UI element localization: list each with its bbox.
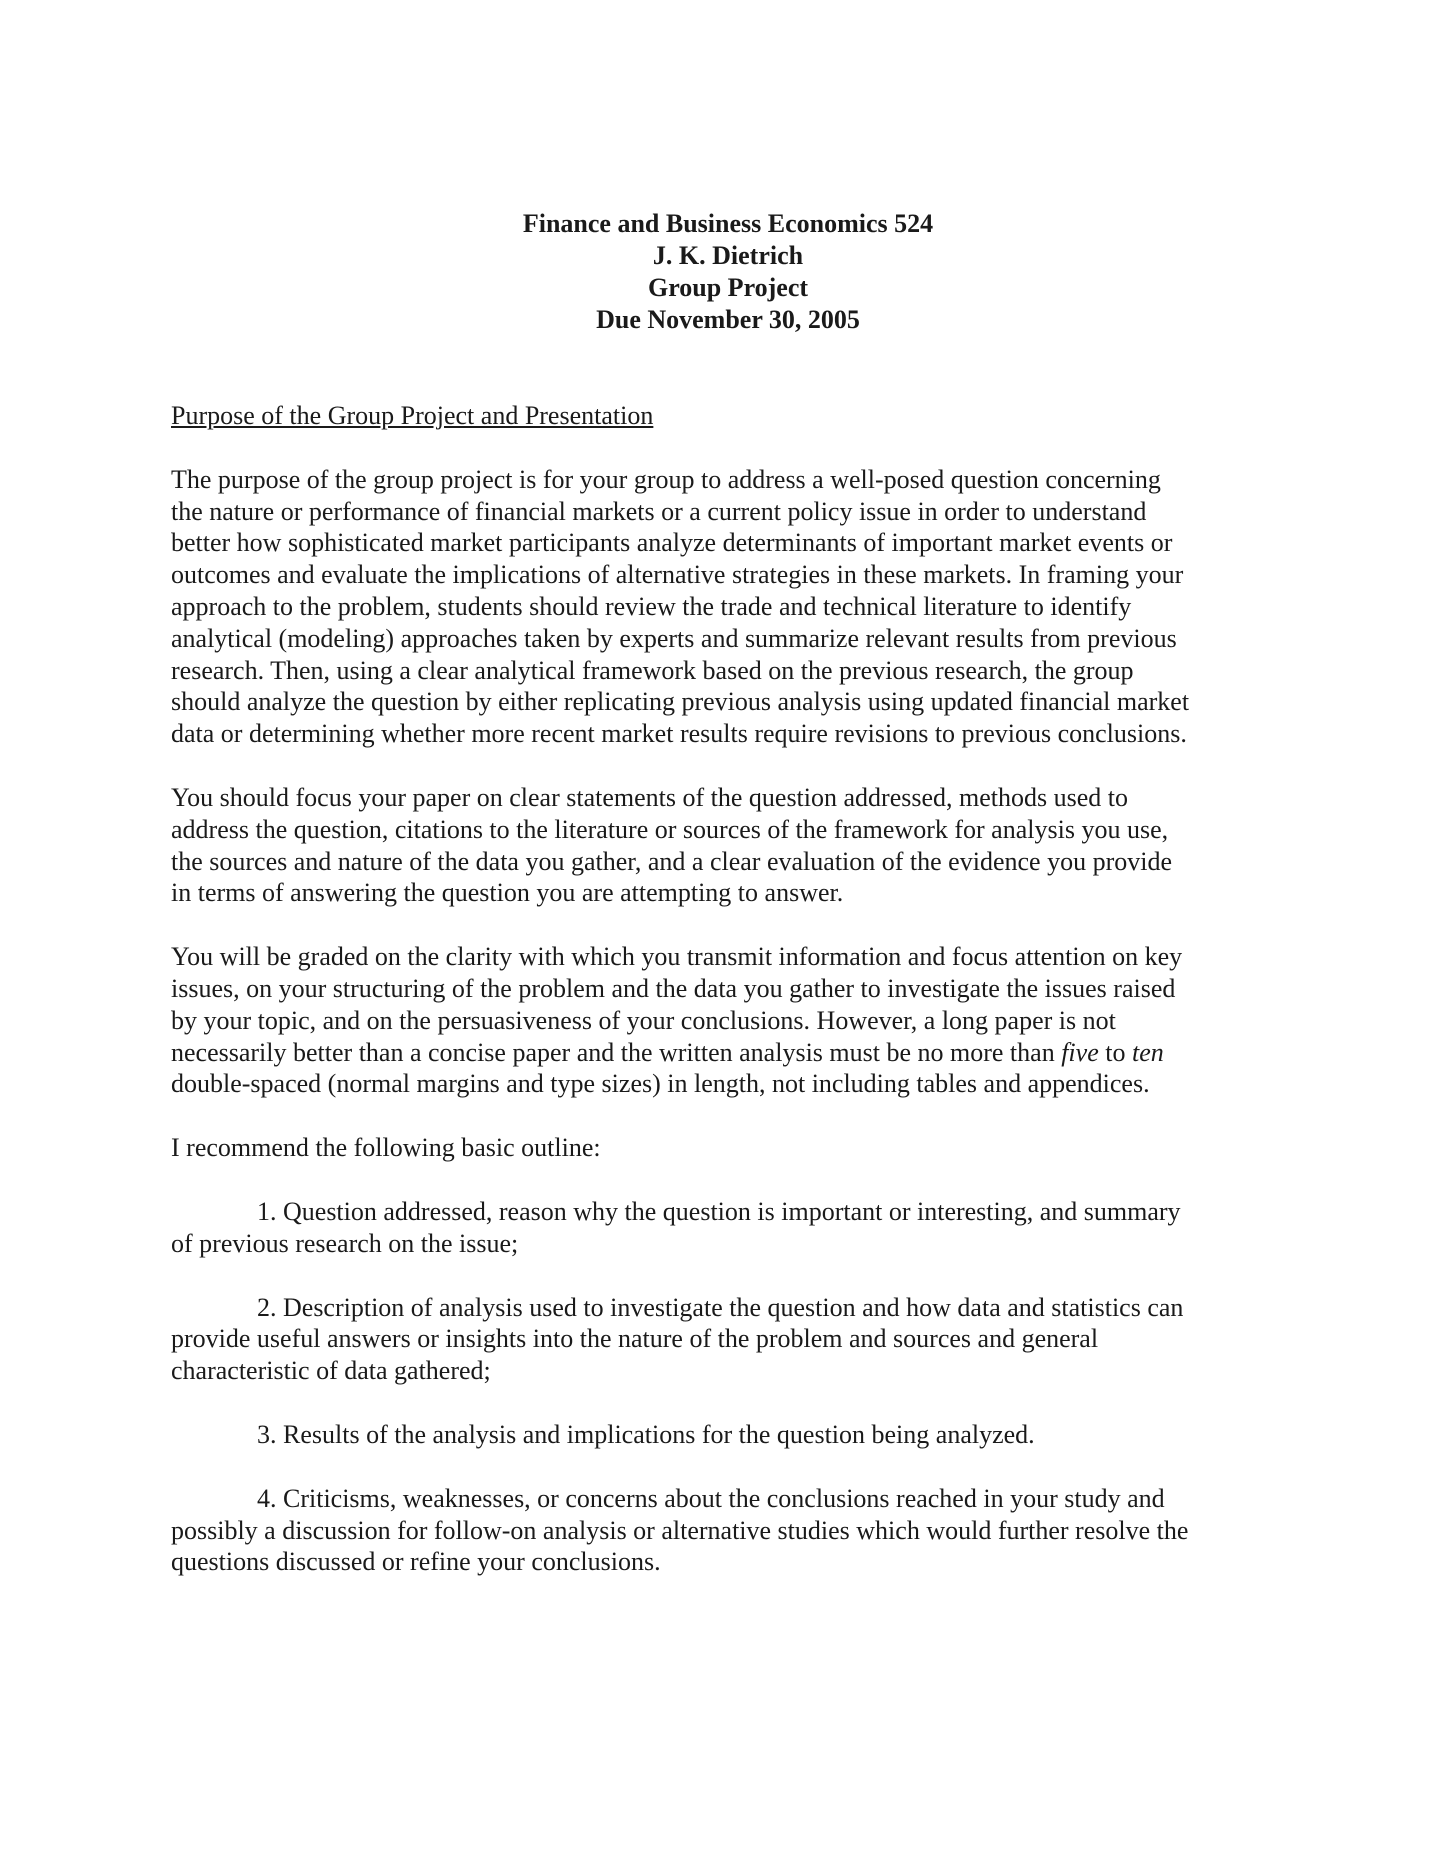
text-run: of previous research on the issue; xyxy=(171,1228,519,1258)
instructor-name: J. K. Dietrich xyxy=(652,241,804,270)
section-title: Purpose of the Group Project and Presentation xyxy=(171,401,654,430)
text-line: research. Then, using a clear analytical framework based on the previous research, the group xyxy=(171,655,1134,685)
text-line: You will be graded on the clarity with which you transmit information and focus attention on key xyxy=(171,942,1183,972)
text-run: provide useful answers or insights into the nature of the problem and sources and general xyxy=(171,1324,1099,1354)
text-line: You should focus your paper on clear statements of the question addressed, methods used to xyxy=(171,782,1129,812)
document-body xyxy=(171,400,1291,1610)
text-line: data or determining whether more recent market results require revisions to previous conclusions. xyxy=(171,719,1187,749)
document-header xyxy=(0,208,1456,336)
text-line: The purpose of the group project is for your group to address a well-posed question concerning xyxy=(171,464,1161,494)
project-title: Group Project xyxy=(647,273,809,302)
text-line: address the question, citations to the literature or sources of the framework for analysis you use, xyxy=(171,814,1169,844)
paragraph-purpose xyxy=(171,464,1291,750)
outline-item-4 xyxy=(171,1483,1291,1578)
text-run: characteristic of data gathered; xyxy=(171,1356,491,1386)
text-line: analytical (modeling) approaches taken by experts and summarize relevant results from previous xyxy=(171,623,1177,653)
text-line: the sources and nature of the data you gather, and a clear evaluation of the evidence you provide xyxy=(171,846,1172,876)
emphasis-five: five xyxy=(1061,1037,1099,1067)
paragraph-focus xyxy=(171,782,1291,909)
outline-item-3 xyxy=(171,1419,1291,1451)
emphasis-ten: ten xyxy=(1131,1037,1164,1067)
outline-item-1 xyxy=(171,1196,1291,1260)
text-run: possibly a discussion for follow-on analysis or alternative studies which would further resolve the xyxy=(171,1515,1189,1545)
text-run: questions discussed or refine your conclusions. xyxy=(171,1547,661,1577)
text-line: double-spaced (normal margins and type sizes) in length, not including tables and appendices. xyxy=(171,1069,1150,1099)
text-line: in terms of answering the question you are attempting to answer. xyxy=(171,878,844,908)
text-run: 3. Results of the analysis and implications for the question being analyzed. xyxy=(257,1419,1035,1449)
text-line: outcomes and evaluate the implications of alternative strategies in these markets. In framing your xyxy=(171,560,1184,590)
text-run: necessarily better than a concise paper and the written analysis must be no more than xyxy=(171,1037,1062,1067)
text-run: 4. Criticisms, weaknesses, or concerns about the conclusions reached in your study and xyxy=(257,1483,1165,1513)
text-run: 2. Description of analysis used to investigate the question and how data and statistics can xyxy=(257,1292,1184,1322)
text-run: to xyxy=(1098,1037,1132,1067)
text-run: 1. Question addressed, reason why the question is important or interesting, and summary xyxy=(257,1196,1181,1226)
text-line: the nature or performance of financial markets or a current policy issue in order to understand xyxy=(171,496,1147,526)
text-line: by your topic, and on the persuasiveness of your conclusions. However, a long paper is not xyxy=(171,1005,1116,1035)
text-line: better how sophisticated market participants analyze determinants of important market events or xyxy=(171,528,1173,558)
text-line: should analyze the question by either replicating previous analysis using updated financial market xyxy=(171,687,1190,717)
outline-intro: I recommend the following basic outline: xyxy=(171,1133,601,1163)
text-line: issues, on your structuring of the problem and the data you gather to investigate the issues raised xyxy=(171,973,1176,1003)
course-title: Finance and Business Economics 524 xyxy=(522,209,934,238)
text-line: approach to the problem, students should review the trade and technical literature to identify xyxy=(171,591,1132,621)
due-date: Due November 30, 2005 xyxy=(596,305,860,334)
outline-item-2 xyxy=(171,1292,1291,1387)
paragraph-grading xyxy=(171,941,1291,1100)
text-line xyxy=(171,1037,1291,1069)
